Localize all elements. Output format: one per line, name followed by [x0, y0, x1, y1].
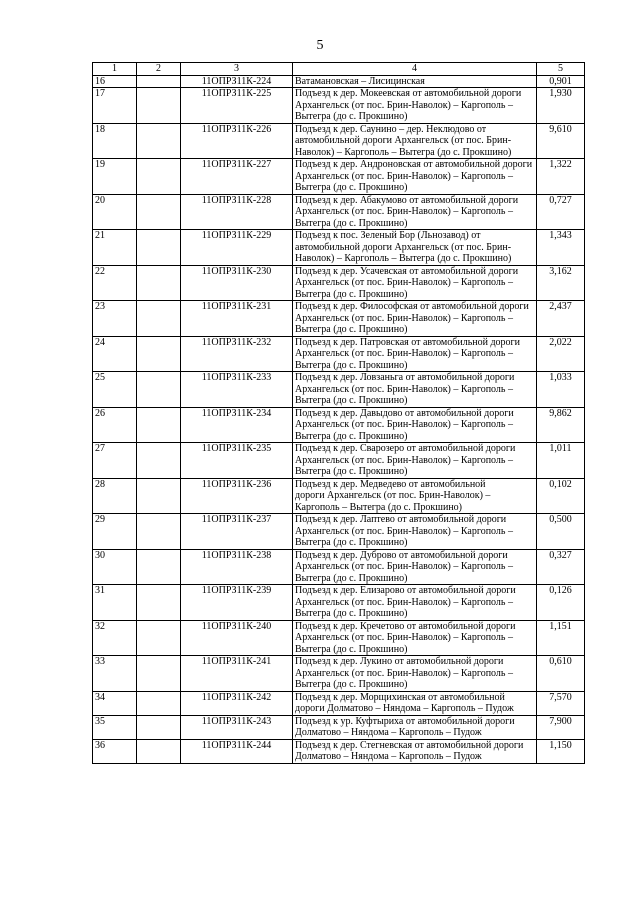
row-number-cell: 27 [93, 443, 137, 479]
empty-cell [137, 75, 181, 88]
row-number-cell: 22 [93, 265, 137, 301]
road-code-cell: 11ОПРЗ11К-229 [181, 230, 293, 266]
row-number-cell: 26 [93, 407, 137, 443]
road-length-cell: 0,500 [537, 514, 585, 550]
road-name-cell: Подъезд к дер. Дуброво от автомобильной дороги Архангельск (от пос. Брин-Наволок) – Каргополь – Вытегра (до с. Прокшино) [293, 549, 537, 585]
row-number-cell: 24 [93, 336, 137, 372]
road-name-cell: Подъезд к дер. Стегневская от автомобильной дороги Долматово – Няндома – Каргополь – Пудож [293, 739, 537, 763]
road-length-cell: 0,727 [537, 194, 585, 230]
road-length-cell: 1,343 [537, 230, 585, 266]
road-code-cell: 11ОПРЗ11К-233 [181, 372, 293, 408]
row-number-cell: 23 [93, 301, 137, 337]
road-length-cell: 2,437 [537, 301, 585, 337]
road-code-cell: 11ОПРЗ11К-242 [181, 691, 293, 715]
road-code-cell: 11ОПРЗ11К-235 [181, 443, 293, 479]
road-code-cell: 11ОПРЗ11К-226 [181, 123, 293, 159]
table-row [93, 123, 585, 159]
row-number-cell: 36 [93, 739, 137, 763]
empty-cell [137, 585, 181, 621]
header-col-1: 1 [93, 63, 137, 76]
table-row [93, 514, 585, 550]
empty-cell [137, 549, 181, 585]
road-name-cell: Ватамановская – Лисицинская [293, 75, 537, 88]
row-number-cell: 33 [93, 656, 137, 692]
table-row [93, 585, 585, 621]
road-length-cell: 0,327 [537, 549, 585, 585]
empty-cell [137, 265, 181, 301]
road-name-cell: Подъезд к ур. Куфтыриха от автомобильной дороги Долматово – Няндома – Каргополь – Пудож [293, 715, 537, 739]
road-name-cell: Подъезд к дер. Медведево от автомобильной дороги Архангельск (от пос. Брин-Наволок) – Каргополь – Вытегра (до с. Прокшино) [293, 478, 537, 514]
empty-cell [137, 514, 181, 550]
road-code-cell: 11ОПРЗ11К-232 [181, 336, 293, 372]
row-number-cell: 32 [93, 620, 137, 656]
road-length-cell: 0,126 [537, 585, 585, 621]
header-col-2: 2 [137, 63, 181, 76]
table-row [93, 443, 585, 479]
row-number-cell: 17 [93, 88, 137, 124]
road-code-cell: 11ОПРЗ11К-241 [181, 656, 293, 692]
road-code-cell: 11ОПРЗ11К-231 [181, 301, 293, 337]
road-code-cell: 11ОПРЗ11К-225 [181, 88, 293, 124]
row-number-cell: 30 [93, 549, 137, 585]
road-name-cell: Подъезд к дер. Ловзаньга от автомобильной дороги Архангельск (от пос. Брин-Наволок) – Каргополь – Вытегра (до с. Прокшино) [293, 372, 537, 408]
road-code-cell: 11ОПРЗ11К-227 [181, 159, 293, 195]
road-name-cell: Подъезд к дер. Усачевская от автомобильной дороги Архангельск (от пос. Брин-Наволок) – Каргополь – Вытегра (до с. Прокшино) [293, 265, 537, 301]
row-number-cell: 31 [93, 585, 137, 621]
table-row [93, 75, 585, 88]
road-code-cell: 11ОПРЗ11К-239 [181, 585, 293, 621]
empty-cell [137, 656, 181, 692]
road-name-cell: Подъезд к дер. Андроновская от автомобильной дороги Архангельск (от пос. Брин-Наволок) – Каргополь – Вытегра (до с. Прокшино) [293, 159, 537, 195]
road-name-cell: Подъезд к дер. Лаптево от автомобильной дороги Архангельск (от пос. Брин-Наволок) – Каргополь – Вытегра (до с. Прокшино) [293, 514, 537, 550]
empty-cell [137, 407, 181, 443]
empty-cell [137, 123, 181, 159]
row-number-cell: 21 [93, 230, 137, 266]
empty-cell [137, 88, 181, 124]
road-code-cell: 11ОПРЗ11К-240 [181, 620, 293, 656]
row-number-cell: 29 [93, 514, 137, 550]
road-length-cell: 1,151 [537, 620, 585, 656]
empty-cell [137, 691, 181, 715]
page-number: 5 [316, 38, 324, 53]
road-length-cell: 2,022 [537, 336, 585, 372]
empty-cell [137, 301, 181, 337]
road-code-cell: 11ОПРЗ11К-244 [181, 739, 293, 763]
empty-cell [137, 230, 181, 266]
road-code-cell: 11ОПРЗ11К-230 [181, 265, 293, 301]
row-number-cell: 28 [93, 478, 137, 514]
empty-cell [137, 443, 181, 479]
table-row [93, 478, 585, 514]
empty-cell [137, 620, 181, 656]
table-row [93, 407, 585, 443]
road-name-cell: Подъезд к дер. Сварозеро от автомобильной дороги Архангельск (от пос. Брин-Наволок) – Каргополь – Вытегра (до с. Прокшино) [293, 443, 537, 479]
row-number-cell: 19 [93, 159, 137, 195]
road-name-cell: Подъезд к дер. Мокеевская от автомобильной дороги Архангельск (от пос. Брин-Наволок) – Каргополь – Вытегра (до с. Прокшино) [293, 88, 537, 124]
table-row [93, 336, 585, 372]
row-number-cell: 34 [93, 691, 137, 715]
table-row [93, 88, 585, 124]
road-length-cell: 1,322 [537, 159, 585, 195]
table-row [93, 549, 585, 585]
row-number-cell: 35 [93, 715, 137, 739]
header-col-5: 5 [537, 63, 585, 76]
road-name-cell: Подъезд к дер. Абакумово от автомобильной дороги Архангельск (от пос. Брин-Наволок) – Каргополь – Вытегра (до с. Прокшино) [293, 194, 537, 230]
road-length-cell: 1,011 [537, 443, 585, 479]
table-header-row [93, 63, 585, 76]
table-row [93, 656, 585, 692]
road-length-cell: 0,102 [537, 478, 585, 514]
empty-cell [137, 336, 181, 372]
road-code-cell: 11ОПРЗ11К-243 [181, 715, 293, 739]
road-length-cell: 9,610 [537, 123, 585, 159]
road-code-cell: 11ОПРЗ11К-237 [181, 514, 293, 550]
road-code-cell: 11ОПРЗ11К-236 [181, 478, 293, 514]
road-length-cell: 0,901 [537, 75, 585, 88]
road-name-cell: Подъезд к дер. Саунино – дер. Неклюдово от автомобильной дороги Архангельск (от пос. Брин- Наволок) – Каргополь – Вытегра (до с. Прокшино) [293, 123, 537, 159]
road-name-cell: Подъезд к дер. Морщихинская от автомобильной дороги Долматово – Няндома – Каргополь – Пудож [293, 691, 537, 715]
road-length-cell: 1,930 [537, 88, 585, 124]
road-length-cell: 9,862 [537, 407, 585, 443]
road-code-cell: 11ОПРЗ11К-228 [181, 194, 293, 230]
table-row [93, 159, 585, 195]
road-length-cell: 1,033 [537, 372, 585, 408]
table-row [93, 194, 585, 230]
empty-cell [137, 739, 181, 763]
road-name-cell: Подъезд к дер. Патровская от автомобильной дороги Архангельск (от пос. Брин-Наволок) – Каргополь – Вытегра (до с. Прокшино) [293, 336, 537, 372]
road-name-cell: Подъезд к дер. Лукино от автомобильной дороги Архангельск (от пос. Брин-Наволок) – Каргополь – Вытегра (до с. Прокшино) [293, 656, 537, 692]
header-col-3: 3 [181, 63, 293, 76]
road-name-cell: Подъезд к дер. Кречетово от автомобильной дороги Архангельск (от пос. Брин-Наволок) – Каргополь – Вытегра (до с. Прокшино) [293, 620, 537, 656]
road-name-cell: Подъезд к пос. Зеленый Бор (Льнозавод) от автомобильной дороги Архангельск (от пос. Брин- Наволок) – Каргополь – Вытегра (до с. Прокшино) [293, 230, 537, 266]
row-number-cell: 18 [93, 123, 137, 159]
road-code-cell: 11ОПРЗ11К-234 [181, 407, 293, 443]
road-name-cell: Подъезд к дер. Философская от автомобильной дороги Архангельск (от пос. Брин-Наволок) – Каргополь – Вытегра (до с. Прокшино) [293, 301, 537, 337]
table-row [93, 620, 585, 656]
empty-cell [137, 715, 181, 739]
table-row [93, 372, 585, 408]
row-number-cell: 16 [93, 75, 137, 88]
table-row [93, 739, 585, 763]
table-row [93, 265, 585, 301]
row-number-cell: 20 [93, 194, 137, 230]
row-number-cell: 25 [93, 372, 137, 408]
table-row [93, 230, 585, 266]
empty-cell [137, 372, 181, 408]
road-name-cell: Подъезд к дер. Елизарово от автомобильной дороги Архангельск (от пос. Брин-Наволок) – Каргополь – Вытегра (до с. Прокшино) [293, 585, 537, 621]
table-row [93, 301, 585, 337]
road-length-cell: 7,570 [537, 691, 585, 715]
road-length-cell: 7,900 [537, 715, 585, 739]
road-code-cell: 11ОПРЗ11К-224 [181, 75, 293, 88]
empty-cell [137, 194, 181, 230]
empty-cell [137, 159, 181, 195]
road-name-cell: Подъезд к дер. Давыдово от автомобильной дороги Архангельск (от пос. Брин-Наволок) – Каргополь – Вытегра (до с. Прокшино) [293, 407, 537, 443]
header-col-4: 4 [293, 63, 537, 76]
road-length-cell: 0,610 [537, 656, 585, 692]
roads-table [92, 62, 585, 764]
table-row [93, 691, 585, 715]
table-row [93, 715, 585, 739]
road-code-cell: 11ОПРЗ11К-238 [181, 549, 293, 585]
road-length-cell: 3,162 [537, 265, 585, 301]
empty-cell [137, 478, 181, 514]
road-length-cell: 1,150 [537, 739, 585, 763]
